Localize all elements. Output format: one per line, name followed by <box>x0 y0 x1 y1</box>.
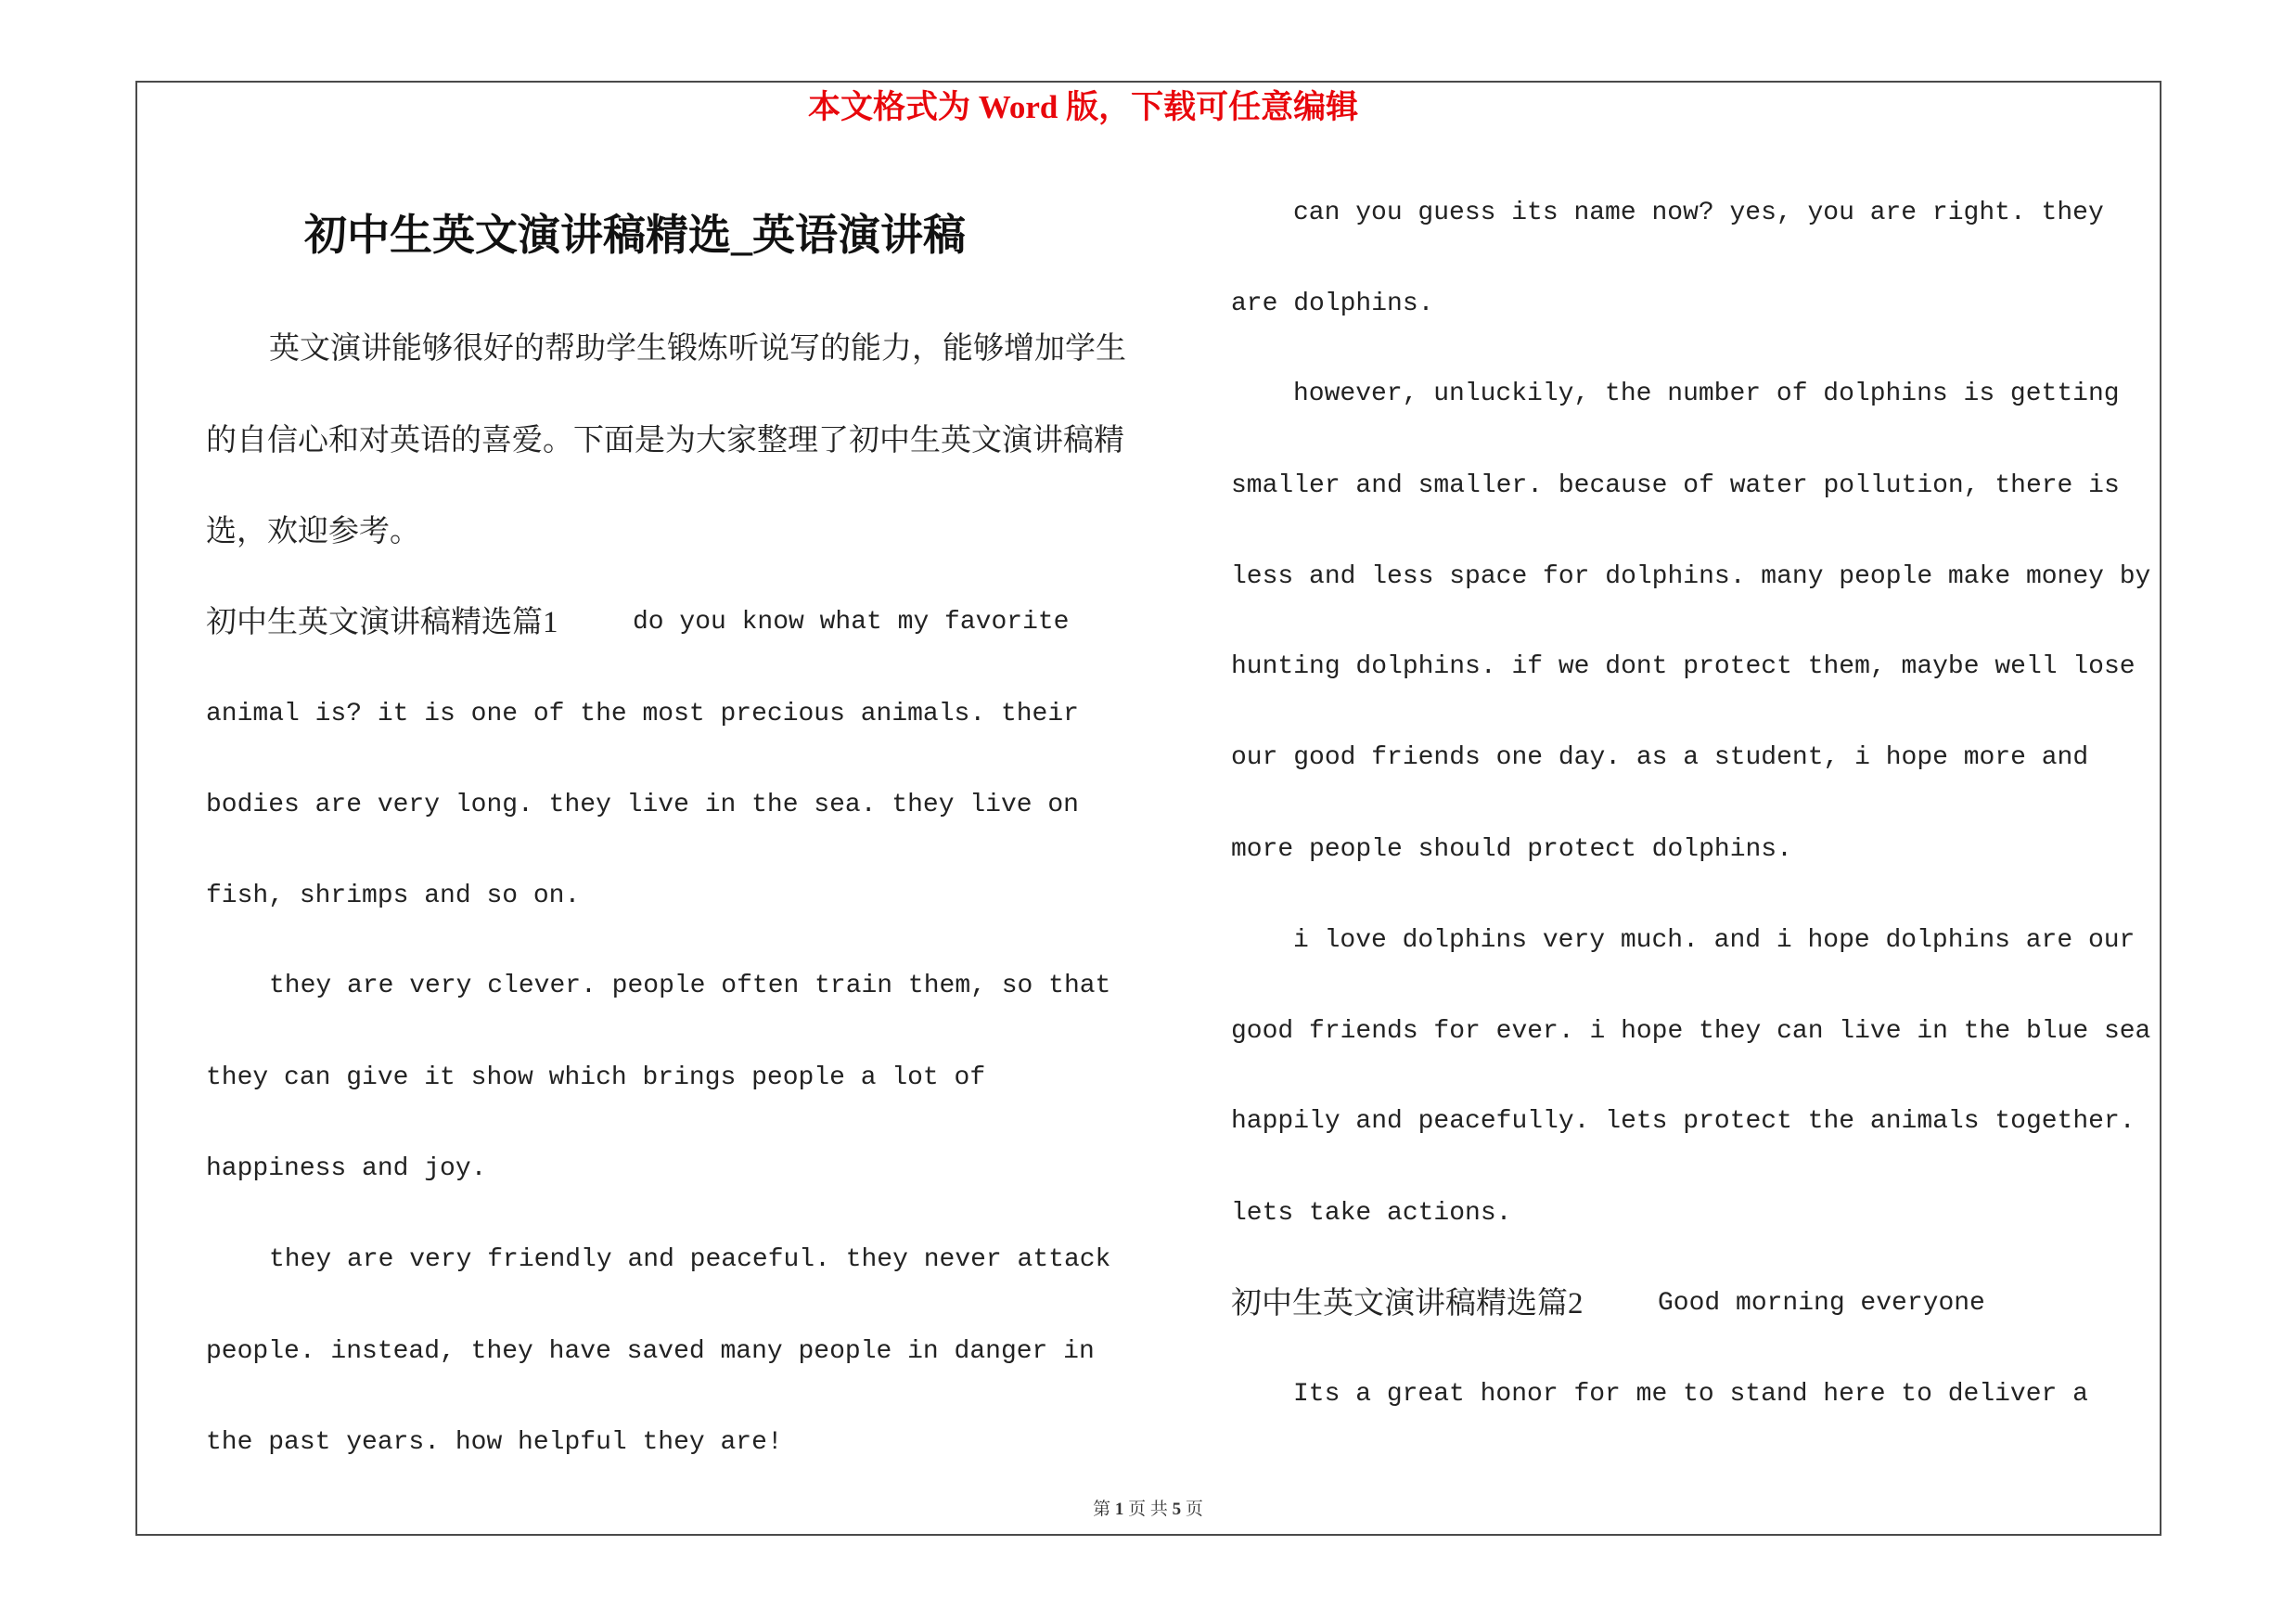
body-line: i love dolphins very much. and i hope dolphins are our <box>1293 926 2136 955</box>
body-line: however, unluckily, the number of dolphins is getting <box>1293 380 2120 408</box>
body-line: less and less space for dolphins. many people make money by <box>1231 562 2151 591</box>
body-line: hunting dolphins. if we dont protect them, maybe well lose <box>1231 652 2136 681</box>
body-line: animal is? it is one of the most precious animals. their <box>206 700 1079 728</box>
body-line: they can give it show which brings people a lot of <box>206 1063 986 1092</box>
document-title: 初中生英文演讲稿精选_英语演讲稿 <box>304 212 966 259</box>
page-footer <box>0 1499 2296 1521</box>
intro-line: 英文演讲能够很好的帮助学生锻炼听说写的能力，能够增加学生 <box>269 332 1126 366</box>
intro-line: 的自信心和对英语的喜爱。下面是为大家整理了初中生英文演讲稿精 <box>206 424 1124 457</box>
body-line: they are very friendly and peaceful. they never attack <box>269 1245 1111 1274</box>
body-line: Good morning everyone <box>1658 1289 1985 1318</box>
body-line: they are very clever. people often train them, so that <box>269 972 1111 1000</box>
current-page-number: 1 <box>1114 1500 1124 1519</box>
footer-prefix: 第 <box>1093 1500 1111 1519</box>
body-line: lets take actions. <box>1231 1199 1512 1228</box>
body-line: our good friends one day. as a student, i hope more and <box>1231 743 2089 772</box>
footer-mid: 页 共 <box>1128 1500 1168 1519</box>
body-line: people. instead, they have saved many people in danger in <box>206 1337 1095 1366</box>
body-line: smaller and smaller. because of water pollution, there is <box>1231 471 2120 500</box>
body-line: do you know what my favorite <box>633 608 1070 637</box>
body-line: Its a great honor for me to stand here to deliver a <box>1293 1380 2088 1409</box>
total-pages-number: 5 <box>1172 1500 1182 1519</box>
body-line: are dolphins. <box>1231 290 1434 318</box>
body-line: bodies are very long. they live in the sea. they live on <box>206 791 1079 819</box>
body-line: happiness and joy. <box>206 1154 487 1183</box>
body-line: happily and peacefully. lets protect the animals together. <box>1231 1107 2136 1136</box>
intro-line: 选，欢迎参考。 <box>206 515 420 548</box>
body-line: fish, shrimps and so on. <box>206 882 581 910</box>
body-line: the past years. how helpful they are! <box>206 1428 783 1457</box>
footer-suffix: 页 <box>1185 1500 1203 1519</box>
section-heading: 初中生英文演讲稿精选篇2 <box>1231 1287 1584 1320</box>
section-heading: 初中生英文演讲稿精选篇1 <box>206 606 558 639</box>
body-line: can you guess its name now? yes, you are right. they <box>1293 199 2104 227</box>
body-line: more people should protect dolphins. <box>1231 835 1792 864</box>
format-notice: 本文格式为 Word 版，下载可任意编辑 <box>808 89 1359 125</box>
body-line: good friends for ever. i hope they can live in the blue sea <box>1231 1017 2151 1046</box>
